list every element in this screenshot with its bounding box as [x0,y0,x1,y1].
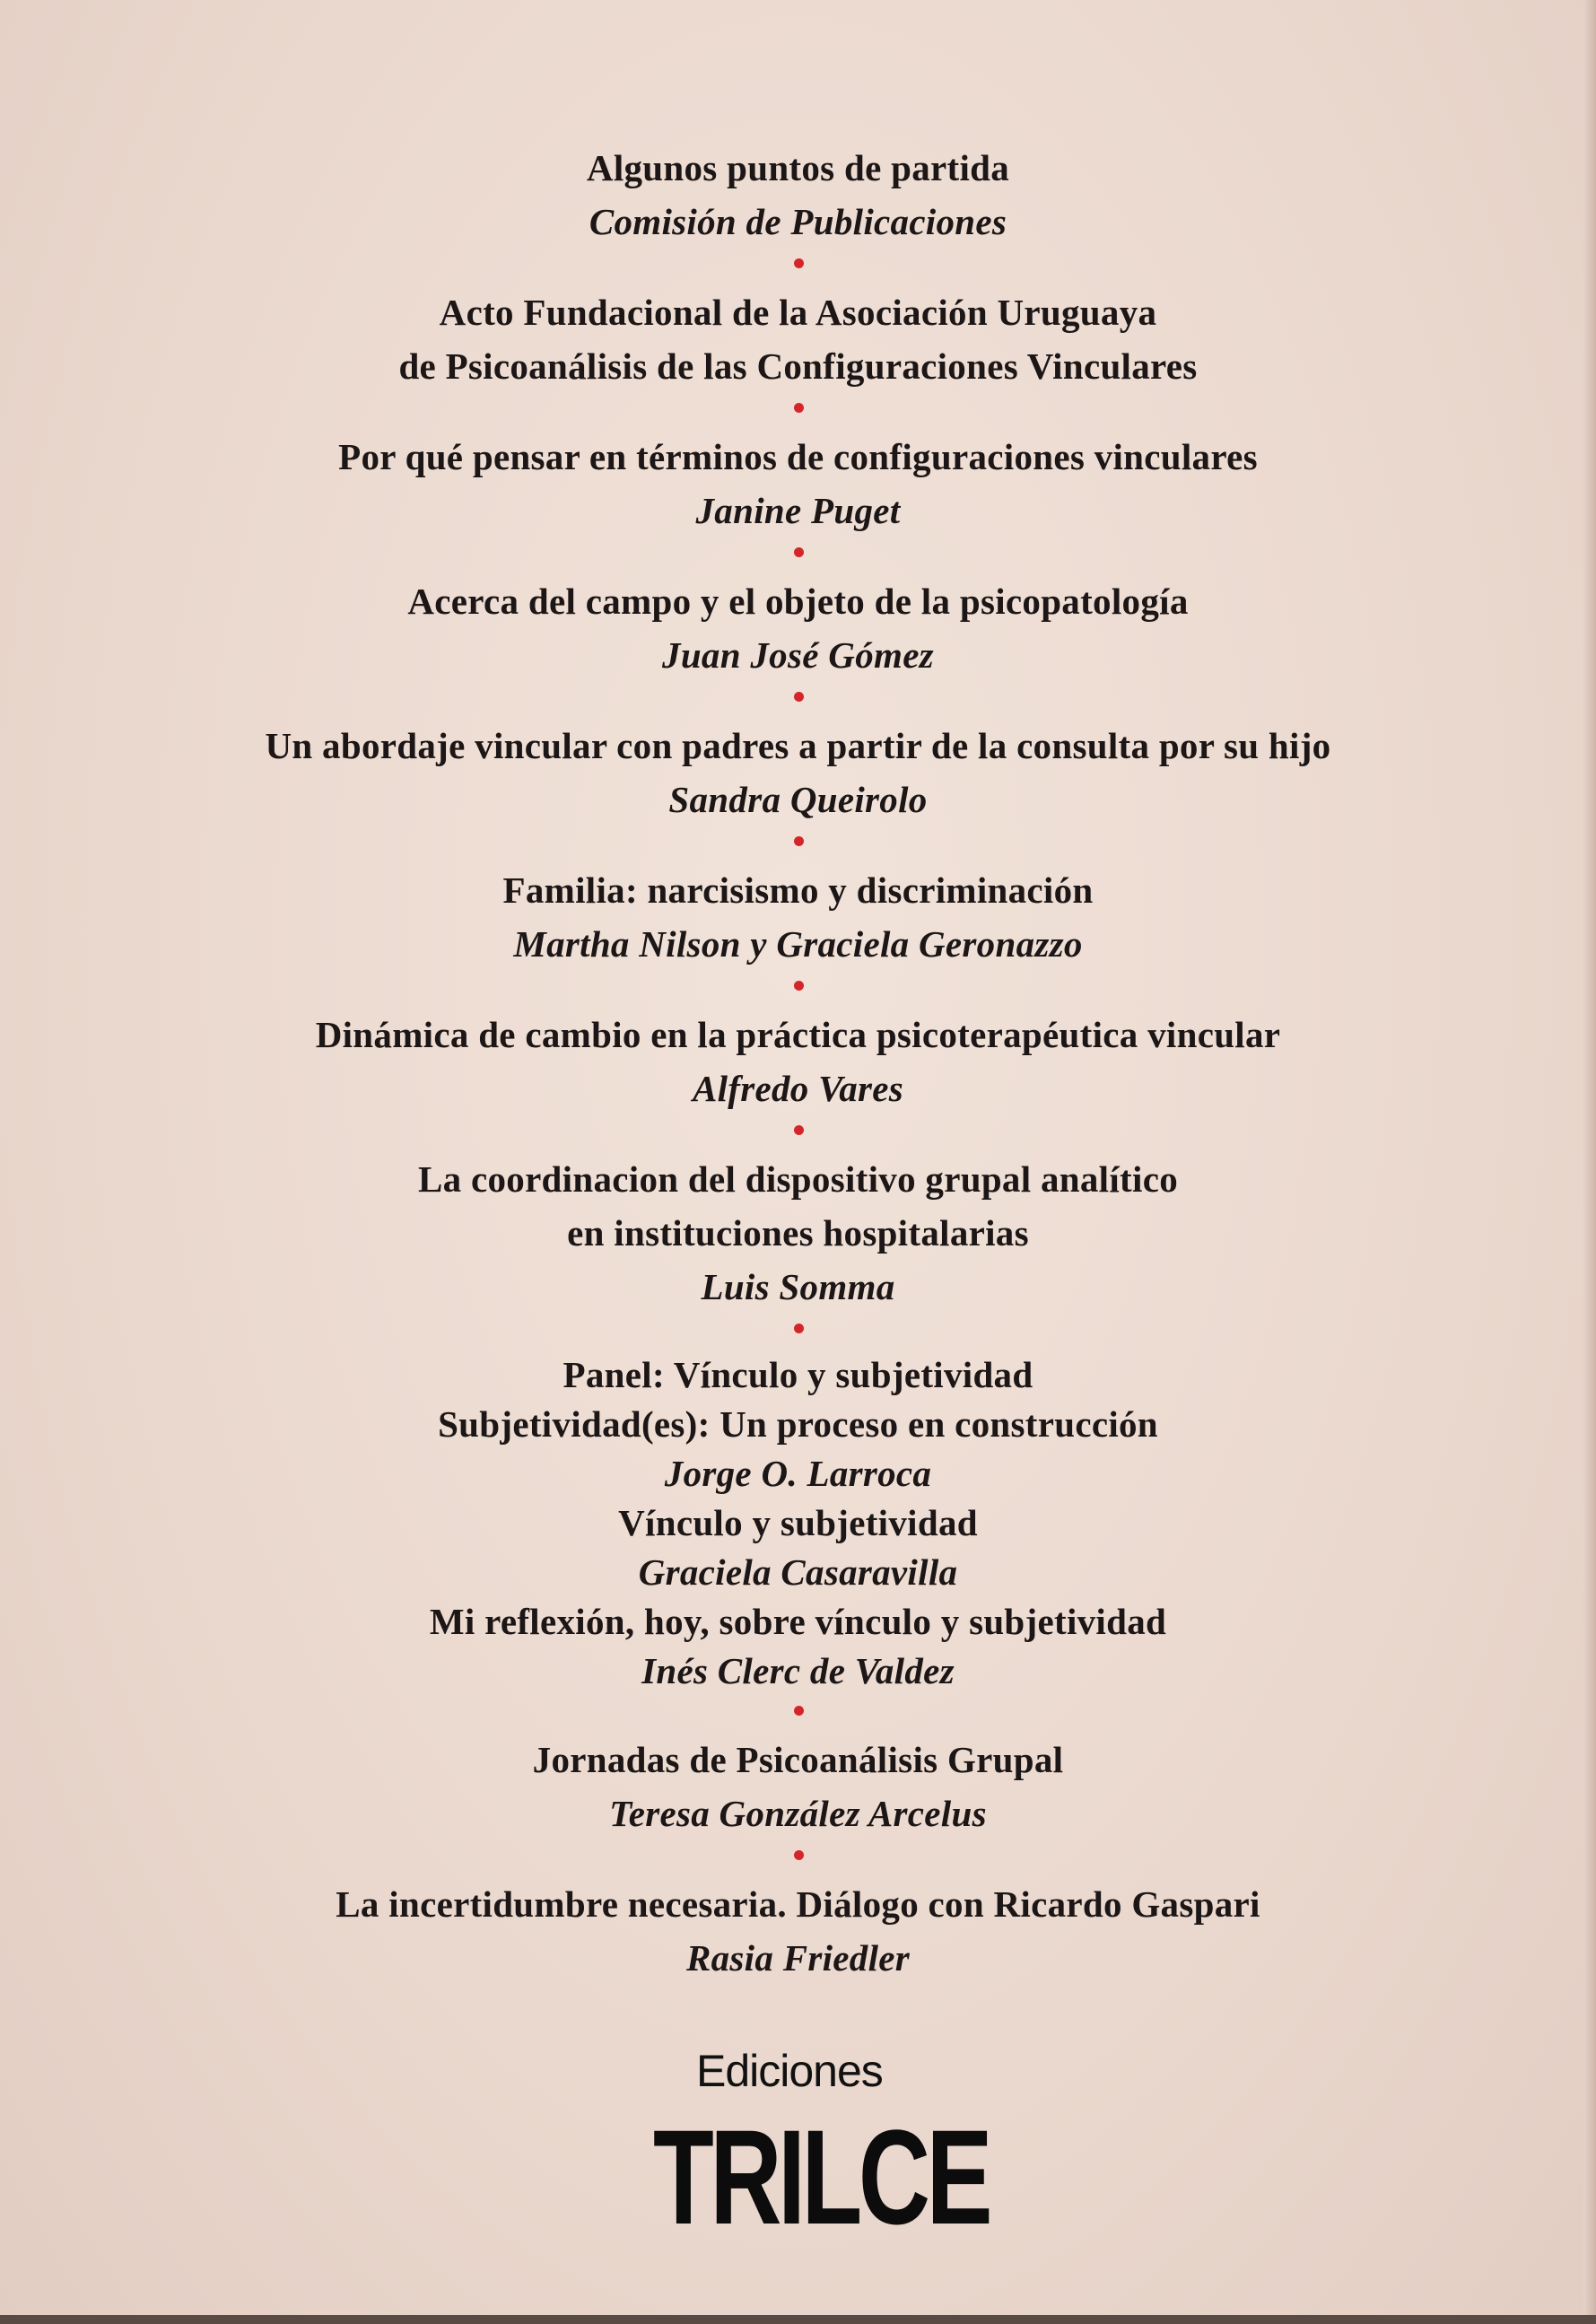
entry-title: Acto Fundacional de la Asociación Uruguaya [439,292,1157,333]
red-bullet-icon [794,836,804,846]
red-bullet-icon [794,692,804,702]
entry-author: Juan José Gómez [662,634,934,676]
entry-title: en instituciones hospitalarias [567,1212,1029,1254]
entry-title: de Psicoanálisis de las Configuraciones Vinculares [398,345,1198,387]
separator [0,1696,1596,1733]
entry-author: Jorge O. Larroca [664,1453,932,1494]
separator [0,393,1596,430]
contents-entry [0,719,1596,826]
entry-title: Algunos puntos de partida [586,147,1010,188]
entry-author: Graciela Casaravilla [638,1551,958,1593]
entry-title: Mi reflexión, hoy, sobre vínculo y subjetividad [429,1601,1167,1642]
logo-ediciones: Ediciones [696,2046,883,2096]
red-bullet-icon [794,258,804,268]
contents-entry [0,1008,1596,1115]
publisher-logo [653,2046,990,2261]
table-of-contents [0,141,1596,1985]
contents-entry [0,1733,1596,1840]
red-bullet-icon [794,1850,804,1860]
contents-entry [0,1152,1596,1314]
red-bullet-icon [794,547,804,557]
contents-entry [0,285,1596,393]
entry-title: Por qué pensar en términos de configuraciones vinculares [338,436,1258,477]
separator [0,826,1596,863]
separator [0,971,1596,1008]
contents-entry [0,574,1596,682]
entry-title: Familia: narcisismo y discriminación [502,869,1094,911]
entry-author: Teresa González Arcelus [609,1793,987,1834]
red-bullet-icon [794,1125,804,1135]
contents-entry [0,141,1596,249]
entry-title: La incertidumbre necesaria. Diálogo con Ricardo Gaspari [336,1883,1260,1925]
contents-entry [0,1877,1596,1985]
separator [0,1115,1596,1152]
entry-author: Janine Puget [695,490,901,531]
logo-trilce: TRILCE [653,2101,990,2252]
entry-title: Un abordaje vincular con padres a partir de la consulta por su hijo [265,725,1331,766]
red-bullet-icon [794,1706,804,1716]
entry-title: Jornadas de Psicoanálisis Grupal [532,1739,1064,1780]
red-bullet-icon [794,1324,804,1333]
entry-title: La coordinacion del dispositivo grupal analítico [417,1158,1179,1200]
separator [0,1314,1596,1350]
contents-entry [0,863,1596,971]
entry-title: Panel: Vínculo y subjetividad [563,1354,1033,1395]
separator [0,537,1596,574]
entry-title: Dinámica de cambio en la práctica psicoterapéutica vincular [315,1014,1281,1055]
separator [0,682,1596,719]
contents-entry [0,430,1596,537]
entry-title: Vínculo y subjetividad [618,1502,978,1543]
separator [0,1840,1596,1877]
red-bullet-icon [794,403,804,413]
entry-author: Comisión de Publicaciones [589,201,1007,242]
entry-title: Acerca del campo y el objeto de la psicopatología [407,581,1189,622]
entry-author: Sandra Queirolo [668,779,928,820]
contents-entry [0,1350,1596,1696]
entry-author: Luis Somma [701,1266,895,1307]
red-bullet-icon [794,981,804,991]
entry-author: Martha Nilson y Graciela Geronazzo [513,923,1083,965]
entry-author: Inés Clerc de Valdez [641,1650,955,1691]
entry-title: Subjetividad(es): Un proceso en construcción [438,1403,1158,1445]
entry-author: Rasia Friedler [685,1937,911,1979]
entry-author: Alfredo Vares [692,1068,904,1109]
separator [0,249,1596,285]
page-bottom-edge [0,2315,1596,2324]
